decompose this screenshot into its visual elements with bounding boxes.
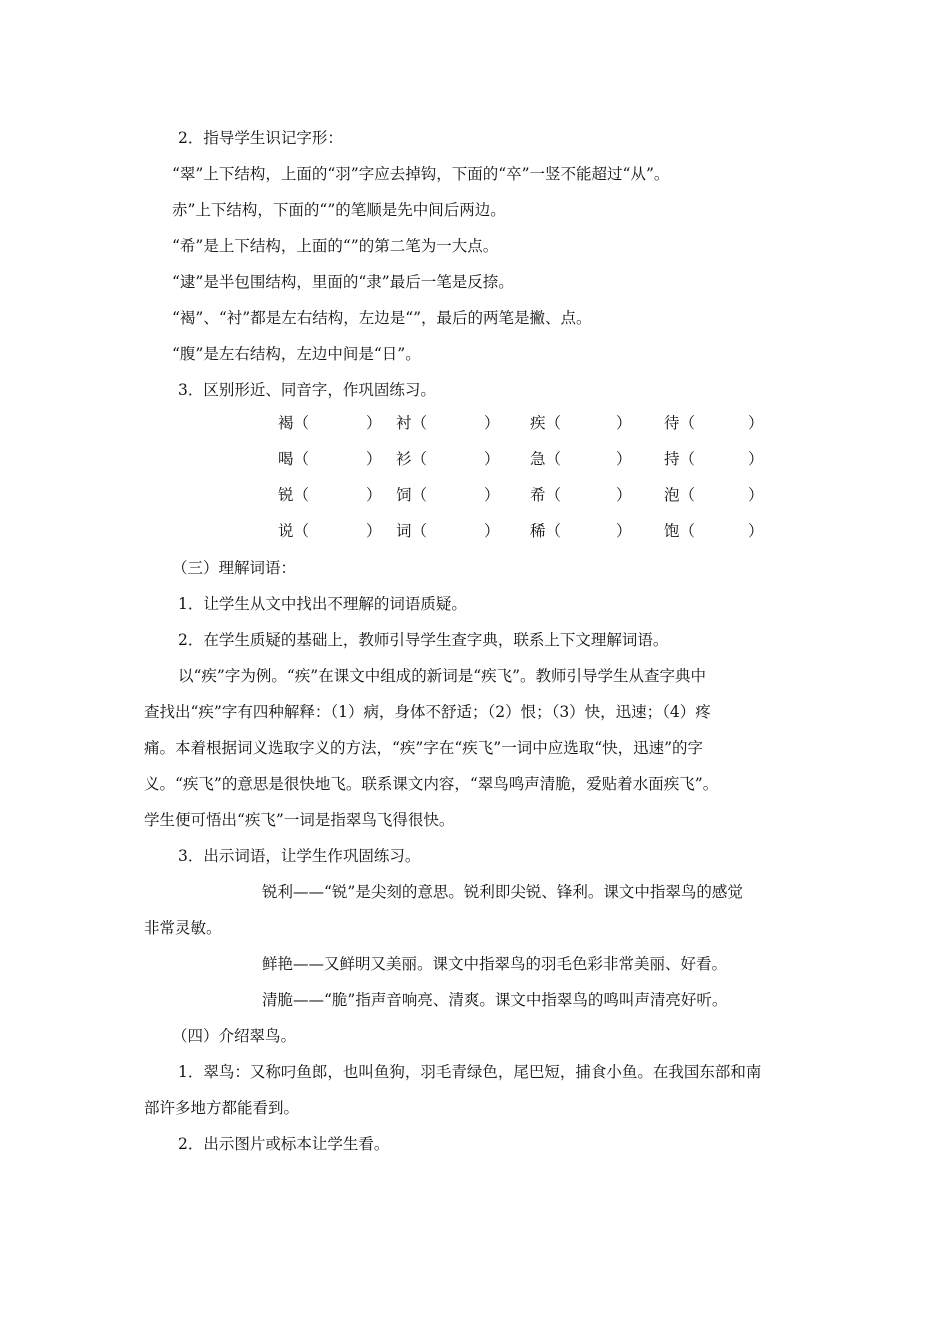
exercise-char: 希（ <box>530 486 562 504</box>
text-line: “翠”上下结构，上面的“羽”字应去掉钩，下面的“卒”一竖不能超过“从”。 <box>172 165 670 183</box>
exercise-paren: ） <box>616 486 632 504</box>
exercise-row <box>278 521 778 541</box>
exercise-paren: ） <box>366 486 382 504</box>
exercise-char: 持（ <box>664 450 696 468</box>
exercise-paren: ） <box>366 522 382 540</box>
text-line: 赤”上下结构，下面的“”的笔顺是先中间后两边。 <box>172 201 506 219</box>
exercise-char: 词（ <box>396 522 428 540</box>
text-line: 1．让学生从文中找出不理解的词语质疑。 <box>178 595 467 613</box>
paragraph-line: 学生便可悟出“疾飞”一词是指翠鸟飞得很快。 <box>144 811 455 829</box>
exercise-char: 疾（ <box>530 414 562 432</box>
paragraph-line: 查找出“疾”字有四种解释：（1）病，身体不舒适；（2）恨；（3）快，迅速；（4）疼 <box>144 703 711 721</box>
text-line: 2．在学生质疑的基础上，教师引导学生查字典，联系上下文理解词语。 <box>178 631 669 649</box>
text-line: 2．出示图片或标本让学生看。 <box>178 1135 390 1153</box>
paragraph-line: 1．翠鸟：又称叼鱼郎，也叫鱼狗，羽毛青绿色，尾巴短，捕食小鱼。在我国东部和南 <box>178 1063 762 1081</box>
exercise-paren: ） <box>748 414 764 432</box>
exercise-paren: ） <box>616 450 632 468</box>
vocab-definition: 鲜艳——又鲜明又美丽。课文中指翠鸟的羽毛色彩非常美丽、好看。 <box>262 955 728 973</box>
exercise-char: 说（ <box>278 522 310 540</box>
exercise-char: 饱（ <box>664 522 696 540</box>
exercise-paren: ） <box>748 486 764 504</box>
heading-exercise: 3．区别形近、同音字，作巩固练习。 <box>178 381 436 399</box>
vocab-definition: 锐利——“锐”是尖刻的意思。锐利即尖锐、锋利。课文中指翠鸟的感觉 <box>262 883 743 901</box>
heading-recognize-glyphs: 2．指导学生识记字形： <box>178 129 343 147</box>
exercise-paren: ） <box>366 450 382 468</box>
exercise-char: 衬（ <box>396 414 428 432</box>
exercise-char: 饲（ <box>396 486 428 504</box>
exercise-char: 稀（ <box>530 522 562 540</box>
paragraph-line: 以“疾”字为例。“疾”在课文中组成的新词是“疾飞”。教师引导学生从查字典中 <box>178 667 707 685</box>
text-line: 3．出示词语，让学生作巩固练习。 <box>178 847 421 865</box>
text-line: “腹”是左右结构，左边中间是“日”。 <box>172 345 421 363</box>
paragraph-line: 义。“疾飞”的意思是很快地飞。联系课文内容，“翠鸟鸣声清脆，爱贴着水面疾飞”。 <box>144 775 719 793</box>
paragraph-line: 痛。本着根据词义选取字义的方法，“疾”字在“疾飞”一词中应选取“快，迅速”的字 <box>144 739 704 757</box>
exercise-row <box>278 485 778 505</box>
section-heading-kingfisher: （四）介绍翠鸟。 <box>172 1027 297 1045</box>
exercise-paren: ） <box>484 450 500 468</box>
exercise-paren: ） <box>484 486 500 504</box>
exercise-paren: ） <box>484 414 500 432</box>
exercise-char: 急（ <box>530 450 562 468</box>
vocab-definition: 非常灵敏。 <box>144 919 222 937</box>
exercise-paren: ） <box>366 414 382 432</box>
exercise-paren: ） <box>748 450 764 468</box>
exercise-paren: ） <box>616 414 632 432</box>
exercise-char: 待（ <box>664 414 696 432</box>
exercise-row <box>278 413 778 433</box>
text-line: “褐”、“衬”都是左右结构，左边是“”，最后的两笔是撇、点。 <box>172 309 592 327</box>
text-line: “希”是上下结构，上面的“”的第二笔为一大点。 <box>172 237 499 255</box>
exercise-row <box>278 449 778 469</box>
section-heading-vocabulary: （三）理解词语： <box>172 559 297 577</box>
exercise-char: 衫（ <box>396 450 428 468</box>
exercise-char: 喝（ <box>278 450 310 468</box>
exercise-paren: ） <box>484 522 500 540</box>
exercise-paren: ） <box>748 522 764 540</box>
text-line: “逮”是半包围结构，里面的“隶”最后一笔是反捺。 <box>172 273 514 291</box>
exercise-char: 泡（ <box>664 486 696 504</box>
exercise-char: 褐（ <box>278 414 310 432</box>
vocab-definition: 清脆——“脆”指声音响亮、清爽。课文中指翠鸟的鸣叫声清亮好听。 <box>262 991 728 1009</box>
exercise-char: 锐（ <box>278 486 310 504</box>
paragraph-line: 部许多地方都能看到。 <box>144 1099 300 1117</box>
exercise-paren: ） <box>616 522 632 540</box>
